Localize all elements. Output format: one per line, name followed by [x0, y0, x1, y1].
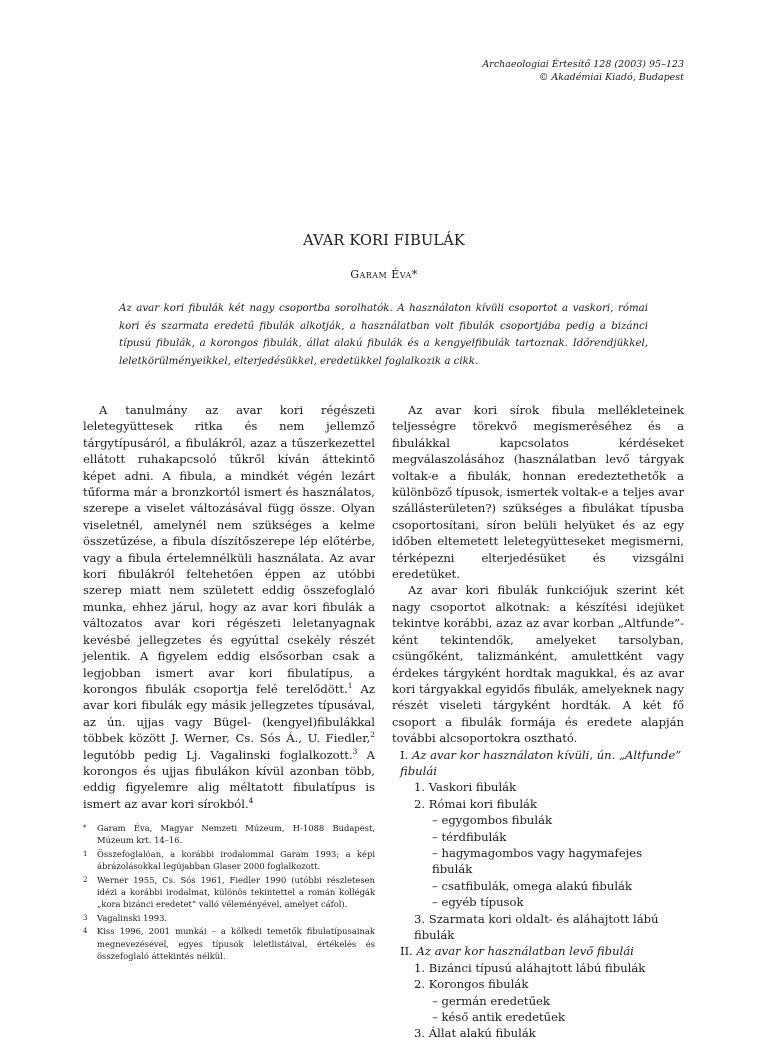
publisher-line: © Akadémiai Kiadó, Budapest — [538, 72, 684, 83]
footnote — [83, 848, 375, 873]
footnote-mark: * — [83, 824, 87, 832]
list-item: 1. Bizánci típusú aláhajtott lábú fibulák — [414, 960, 646, 975]
footnote — [83, 925, 375, 962]
footnote — [83, 874, 375, 911]
footnote-ref-1: 1 — [347, 681, 353, 691]
footnote-mark: 1 — [83, 849, 88, 858]
list-item: 2. Korongos fibulák — [414, 977, 529, 992]
footnote-ref-4: 4 — [248, 795, 254, 805]
footnote-mark: 2 — [83, 875, 88, 884]
intro-paragraph: A tanulmány az avar kori régészeti leletegyüttesek ritka és nem jellemző tárgytípusáról, a fibulákról, azaz a tűszerkezettel ellátott ruhakapcsoló tűkről kíván áttekintő képet adni. A fibula, a mindkét végén lezárt tűforma már a bronzkortól ismert és használatos, szerepe a viselet változásával függ össze. Olyan viseletnél, amelynél nem szükséges a kelme összetűzése, a fibula díszítőszerepe lép előtérbe, vagy a fibula értelemnélküli használata. Az avar kori fibulákról feltehetően éppen az utóbbi szerep miatt nem született eddig összefoglaló munka, ehhez járul, hogy az avar kori fibulák a változatos avar kori régészeti leletanyagnak kevésbé jellegzetes és egyúttal csekély részét jelentik. A figyelem eddig elsősorban csak a legjobban ismert avar kori fibulatípus, a korongos fibulák csoportja felé terelődött.$^1$ Az avar kori fibulák egy másik jellegzetes típusával, az ún. ujjas vagy Bügel- (kengyel)fibulákkal többek között J. Werner, Cs. Sós Á., U. Fiedler,$^2$ legutóbb pedig Lj. Vagalinski foglalkozott.$^3$ A korongos és ujjas fibulákon kívül azonban több, eddig figyelemre alig méltatott fibulatípus is ismert az avar kori sírokból.$^4$ — [83, 403, 375, 811]
body-paragraph-2: Az avar kori fibulák funkciójuk szerint két nagy csoportot alkotnak: a készítési idejüket tekintve korábbi, azaz az avar korban „Altfunde”-ként tekintendők, amelyeket tarsolyban, csüngőként, talizmánként, amulettként vagy érdekes tárgyként hordtak magukkal, és az avar kori tárgyakkal egyidős fibulák, amelyeknek nagy részét viseleti tárgyként hordták. A két fő csoport a fibulák formája és eredete alapján további alcsoportokra osztható. — [392, 583, 684, 746]
footnote-mark: 4 — [83, 927, 88, 936]
right-column — [392, 402, 684, 1042]
footnote-text: Garam Éva, Magyar Nemzeti Múzeum, H-1088 Budapest, Múzeum krt. 14–16. — [97, 823, 375, 846]
list-item: 3. Szarmata kori oldalt- és aláhajtott lábú fibulák — [414, 911, 659, 942]
list-item: 2. Római kori fibulák — [414, 796, 537, 811]
list-heading-1: I. Az avar kor használaton kívüli, ún. „Altfunde” fibulái — [400, 747, 682, 778]
list-subitem: – egygombos fibulák — [432, 813, 553, 828]
footnote-text: Kiss 1996, 2001 munkái – a kölkedi temetők fibulatípusainak megnevezésével, egyes típusok leletlistáival, értékelés és összefoglaló áttekintés nélkül. — [97, 926, 375, 962]
list-item: 3. Állat alakú fibulák — [414, 1026, 536, 1041]
list-subitem: – térdfibulák — [432, 829, 507, 844]
footnote-ref-3: 3 — [352, 746, 358, 756]
journal-reference — [482, 58, 684, 84]
body-paragraph-1: Az avar kori sírok fibula mellékleteinek teljességre törekvő megismeréséhez és a fibulákkal kapcsolatos kérdéseket megválaszolásához (használatban levő tárgyak voltak-e a fibulák, honnan eredeztethetők a különböző típusok, ismertek voltak-e a teljes avar szállásterületen?) szükséges a fibulákat típusba csoportosítani, síron belüli helyüket és az egy időben eltemetett leletegyütteseket megismerni, térképezni elterjedésüket és vizsgálni eredetüket. — [392, 403, 684, 582]
list-item: 1. Vaskori fibulák — [414, 780, 517, 795]
footnote-text: Werner 1955, Cs. Sós 1961, Fiedler 1990 (utóbbi részletesen idézi a korábbi irodalmat, különös tekintettel a román kollégák „kora bizánci eredetet” valló véleményével, amelyet cáfol). — [97, 874, 375, 910]
footnote-mark: 3 — [83, 913, 88, 922]
footnote-text: Összefoglalóan, a korábbi irodalommal Garam 1993; a képi ábrázolásokkal legújabban Glaser 2000 foglalkozott. — [97, 848, 375, 872]
footnote — [83, 822, 375, 847]
list-subitem: – hagymagombos vagy hagymafejes fibulák — [432, 845, 643, 877]
left-column — [83, 402, 375, 812]
list-subitem: – csatfibulák, omega alakú fibulák — [432, 878, 632, 893]
article-title: AVAR KORI FIBULÁK — [303, 233, 465, 249]
list-subitem: – egyéb típusok — [432, 895, 524, 910]
list-heading-2: II. Az avar kor használatban levő fibulái — [400, 944, 634, 959]
article-author: Garam Éva* — [350, 268, 418, 281]
list-subitem: – késő antik eredetűek — [432, 1010, 565, 1025]
abstract: Az avar kori fibulák két nagy csoportba sorolhatók. A használaton kívüli csoportot a vaskori, római kori és szarmata eredetű fibulák alkotják, a használatban volt fibulák csoportjába pedig a bizánci típusú fibulák, a korongos fibulák, állat alakú fibulák és a kengyelfibulák tartoznak. Időrendjükkel, leletkörülményeikkel, elterjedésükkel, eredetükkel foglalkozik a cikk. — [119, 303, 648, 367]
footnotes — [83, 822, 375, 963]
footnote-text: Vagalinski 1993. — [97, 912, 168, 923]
footnote — [83, 912, 375, 924]
list-subitem: – germán eredetűek — [432, 993, 550, 1008]
journal-citation: Archaeologiai Értesítő 128 (2003) 95–123 — [482, 59, 684, 70]
footnote-ref-2: 2 — [370, 730, 375, 740]
